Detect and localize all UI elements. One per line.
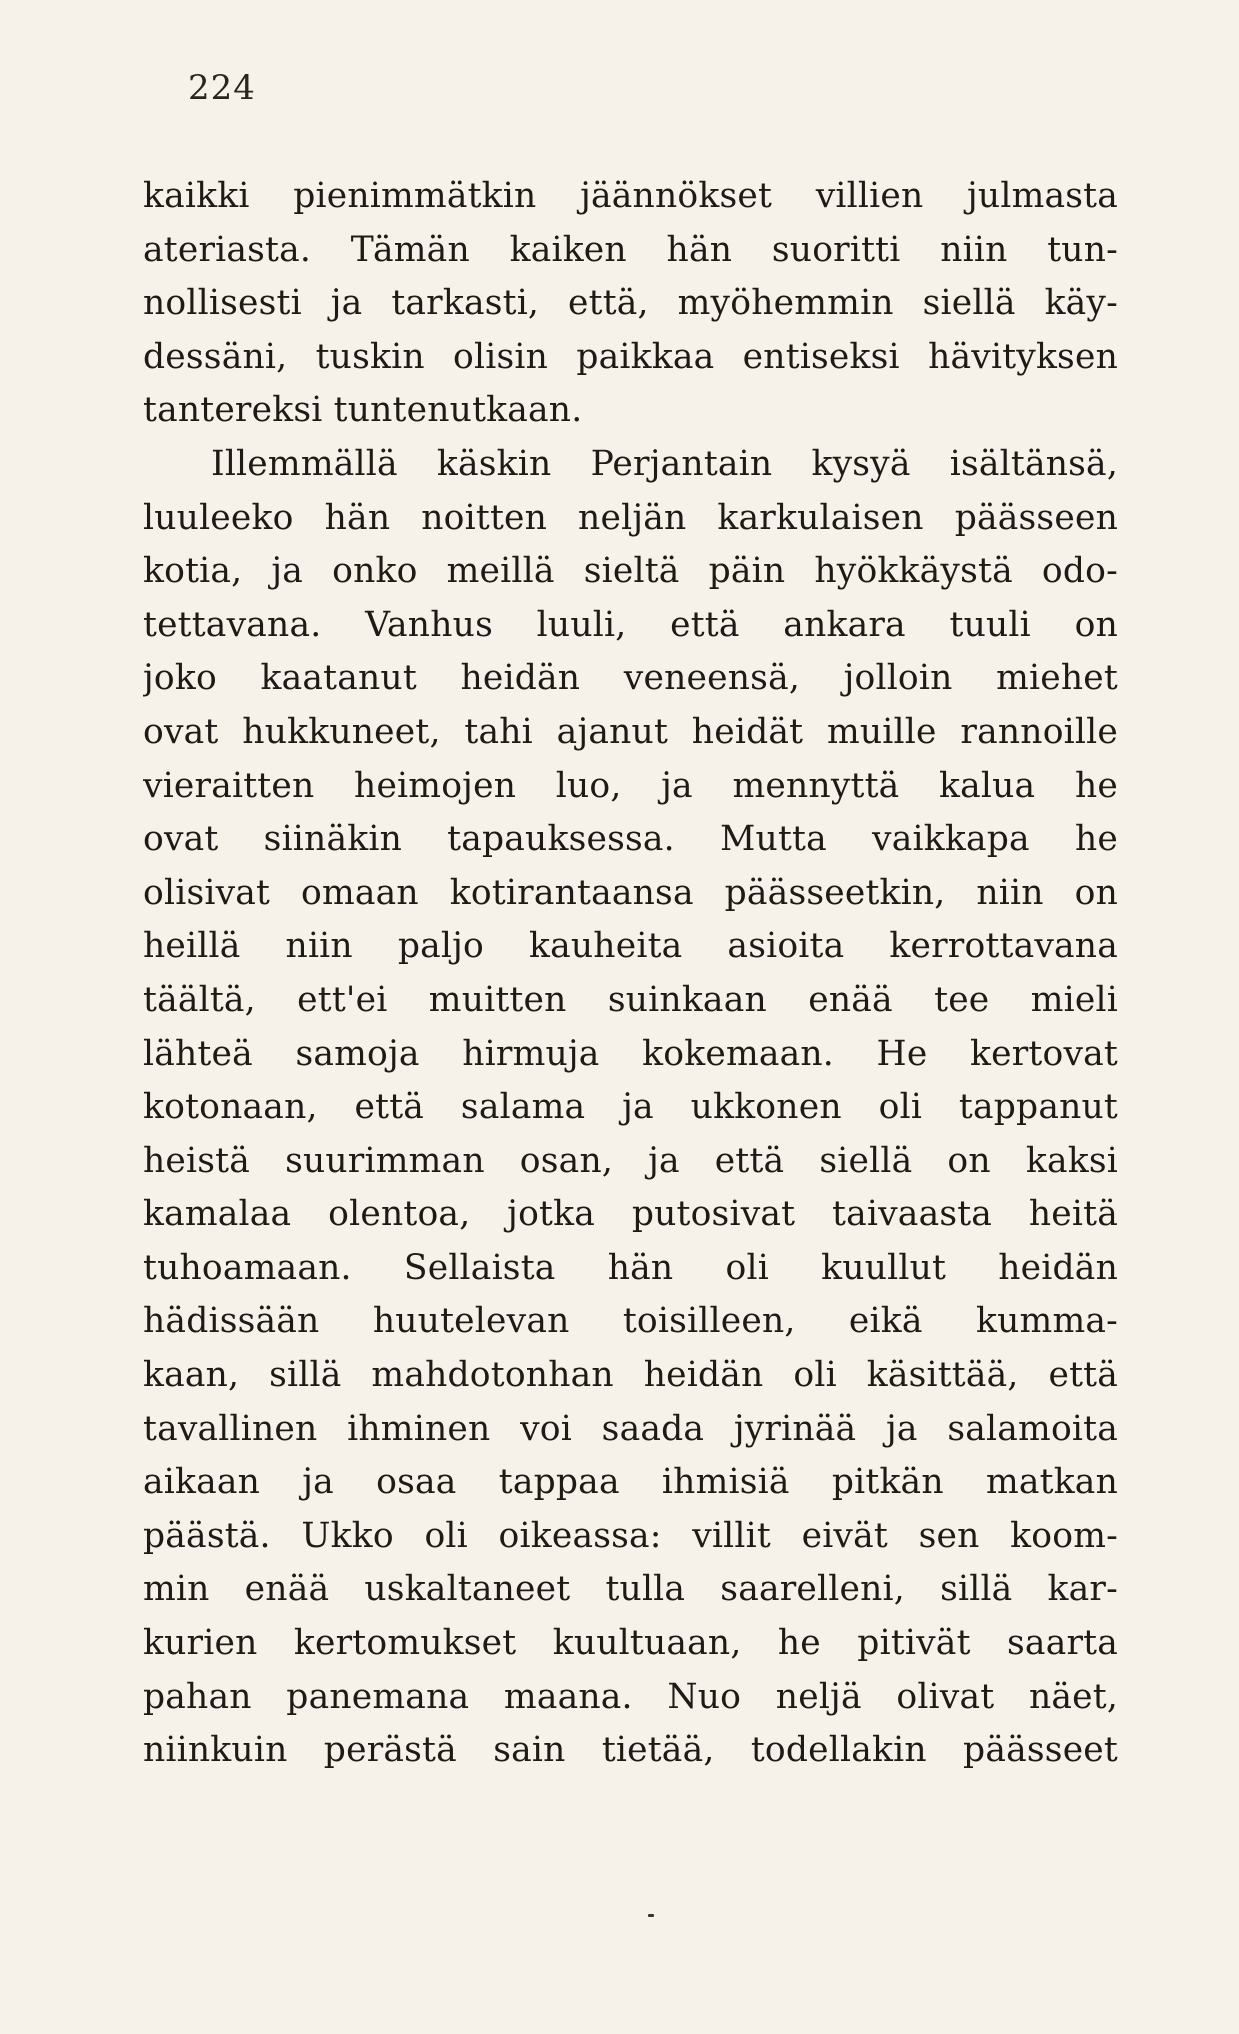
text-line: lähteä samoja hirmuja kokemaan. He kertovat xyxy=(143,1033,1118,1074)
text-line: nollisesti ja tarkasti, että, myöhemmin siellä käy- xyxy=(143,283,1118,324)
text-line: olisivat omaan kotirantaansa päässeetkin, niin on xyxy=(143,872,1118,913)
text-line: kurien kertomukset kuultuaan, he pitivät saarta xyxy=(143,1623,1118,1664)
text-line: pahan panemana maana. Nuo neljä olivat näet, xyxy=(143,1676,1118,1717)
text-line: tuhoamaan. Sellaista hän oli kuullut heidän xyxy=(143,1247,1118,1288)
text-line: heillä niin paljo kauheita asioita kerrottavana xyxy=(143,926,1118,967)
text-line: tettavana. Vanhus luuli, että ankara tuuli on xyxy=(143,604,1118,645)
text-line: kotia, ja onko meillä sieltä päin hyökkäystä odo- xyxy=(143,551,1118,592)
text-line: ateriasta. Tämän kaiken hän suoritti niin tun- xyxy=(143,229,1118,270)
text-line: kotonaan, että salama ja ukkonen oli tappanut xyxy=(143,1087,1118,1128)
page-number: 224 xyxy=(188,68,256,108)
text-line: kaikki pienimmätkin jäännökset villien julmasta xyxy=(143,176,1118,216)
body-text xyxy=(143,170,1118,1778)
text-line: aikaan ja osaa tappaa ihmisiä pitkän matkan xyxy=(143,1462,1118,1503)
text-line: heistä suurimman osan, ja että siellä on kaksi xyxy=(143,1140,1118,1181)
text-line: dessäni, tuskin olisin paikkaa entiseksi hävityksen xyxy=(143,336,1118,377)
text-line: täältä, ett'ei muitten suinkaan enää tee mieli xyxy=(143,979,1118,1020)
text-line: kaan, sillä mahdotonhan heidän oli käsittää, että xyxy=(143,1355,1118,1396)
text-line: min enää uskaltaneet tulla saarelleni, sillä kar- xyxy=(143,1569,1118,1610)
text-line: ovat siinäkin tapauksessa. Mutta vaikkapa he xyxy=(143,819,1118,860)
text-line: kamalaa olentoa, jotka putosivat taivaasta heitä xyxy=(143,1194,1118,1235)
text-line: tantereksi tuntenutkaan. xyxy=(143,390,583,431)
text-line: päästä. Ukko oli oikeassa: villit eivät sen koom- xyxy=(143,1515,1118,1556)
text-line: hädissään huutelevan toisilleen, eikä kumma- xyxy=(143,1301,1118,1342)
text-line: niinkuin perästä sain tietää, todellakin päässeet xyxy=(143,1730,1118,1771)
text-line: Illemmällä käskin Perjantain kysyä isältänsä, xyxy=(211,443,1118,484)
text-line: ovat hukkuneet, tahi ajanut heidät muille rannoille xyxy=(143,711,1118,752)
text-line: luuleeko hän noitten neljän karkulaisen päässeen xyxy=(143,497,1118,538)
text-line: joko kaatanut heidän veneensä, jolloin miehet xyxy=(143,658,1118,699)
text-line: tavallinen ihminen voi saada jyrinää ja salamoita xyxy=(143,1408,1118,1449)
text-line: vieraitten heimojen luo, ja mennyttä kalua he xyxy=(143,765,1118,806)
print-speck xyxy=(648,1914,654,1917)
